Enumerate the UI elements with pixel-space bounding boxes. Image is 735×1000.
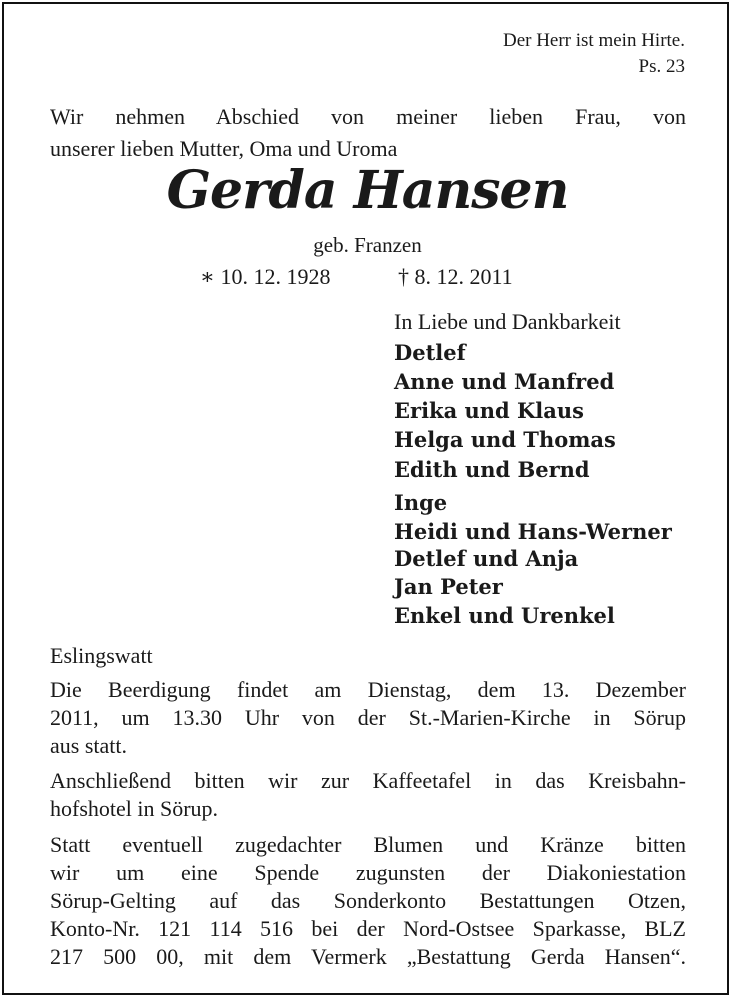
intro-line-2: unserer lieben Mutter, Oma und Uroma (50, 136, 398, 161)
motto-reference: Ps. 23 (638, 56, 685, 77)
mourner-name: Detlef (394, 340, 466, 365)
funeral-paragraph (50, 676, 686, 760)
mourner-name: Heidi und Hans-Werner (394, 519, 672, 544)
place: Eslingswatt (50, 643, 153, 668)
donation-line-5: 217 500 00, mit dem Vermerk „Bestattung Gerda Hansen“. (50, 944, 686, 969)
donation-paragraph (50, 831, 686, 971)
intro-line-1: Wir nehmen Abschied von meiner lieben Frau, von (50, 104, 686, 129)
mourner-name: Detlef und Anja (394, 546, 579, 571)
intro-text (50, 101, 686, 165)
motto-quote: Der Herr ist mein Hirte. (502, 30, 685, 51)
funeral-line-1: Die Beerdigung findet am Dienstag, dem 13. Dezember (50, 677, 686, 702)
donation-line-1: Statt eventuell zugedachter Blumen und Kränze bitten (50, 832, 686, 857)
mourner-name: Erika und Klaus (394, 398, 584, 423)
birth-date: ∗ 10. 12. 1928 (200, 264, 331, 289)
mourner-name: Enkel und Urenkel (394, 603, 615, 628)
mourner-name: Anne und Manfred (394, 369, 615, 394)
donation-line-4: Konto-Nr. 121 114 516 bei der Nord-Ostsee Sparkasse, BLZ (50, 916, 686, 941)
reception-paragraph (50, 767, 686, 823)
reception-line-2: hofshotel in Sörup. (50, 796, 219, 821)
mourner-name: Edith und Bernd (394, 457, 590, 482)
reception-line-1: Anschließend bitten wir zur Kaffeetafel in das Kreisbahn- (50, 768, 686, 793)
death-date: † 8. 12. 2011 (398, 264, 513, 289)
funeral-line-2: 2011, um 13.30 Uhr von der St.-Marien-Kirche in Sörup (50, 705, 686, 730)
mourner-name: Jan Peter (394, 574, 503, 599)
donation-line-2: wir um eine Spende zugunsten der Diakoniestation (50, 860, 686, 885)
mourner-name: Helga und Thomas (394, 427, 616, 452)
mourners-heading: In Liebe und Dankbarkeit (394, 309, 621, 334)
mourner-name: Inge (394, 490, 448, 515)
birth-name: geb. Franzen (313, 233, 422, 257)
deceased-name: Gerda Hansen (166, 160, 569, 221)
funeral-line-3: aus statt. (50, 733, 127, 758)
donation-line-3: Sörup-Gelting auf das Sonderkonto Bestattungen Otzen, (50, 888, 686, 913)
